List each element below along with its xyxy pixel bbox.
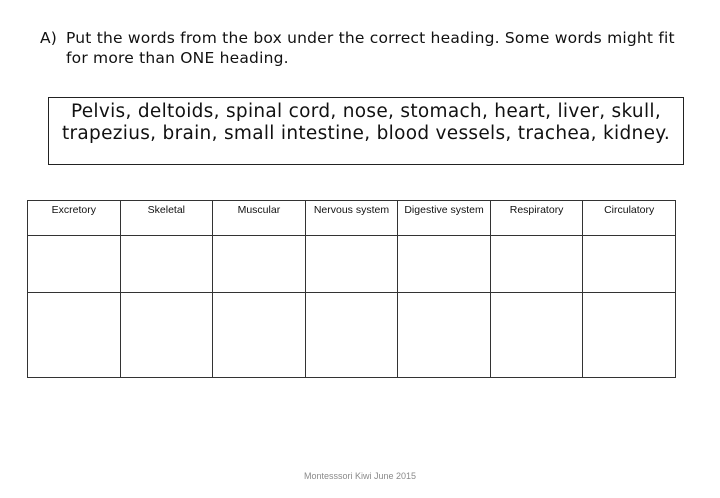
answer-cell[interactable] <box>213 293 306 378</box>
header-skeletal: Skeletal <box>120 201 213 236</box>
answer-cell[interactable] <box>490 236 583 293</box>
answer-cell[interactable] <box>398 293 491 378</box>
header-muscular: Muscular <box>213 201 306 236</box>
header-excretory: Excretory <box>28 201 121 236</box>
word-box: Pelvis, deltoids, spinal cord, nose, stomach, heart, liver, skull, trapezius, brain, small intestine, blood vessels, trachea, kidney. <box>48 97 684 165</box>
footer-credit: Montesssori Kiwi June 2015 <box>303 471 417 481</box>
header-nervous-system: Nervous system <box>305 201 398 236</box>
answer-cell[interactable] <box>583 293 676 378</box>
answer-cell[interactable] <box>583 236 676 293</box>
instruction-label: A) <box>40 29 58 47</box>
header-row <box>28 201 676 236</box>
instruction-text: Put the words from the box under the correct heading. Some words might fit for more than ONE heading. <box>66 29 675 67</box>
answer-cell[interactable] <box>398 236 491 293</box>
answer-cell[interactable] <box>305 236 398 293</box>
answer-row <box>28 293 676 378</box>
answer-cell[interactable] <box>305 293 398 378</box>
header-digestive-system: Digestive system <box>398 201 491 236</box>
answer-cell[interactable] <box>120 293 213 378</box>
header-respiratory: Respiratory <box>490 201 583 236</box>
answer-cell[interactable] <box>28 293 121 378</box>
answer-cell[interactable] <box>120 236 213 293</box>
answer-cell[interactable] <box>490 293 583 378</box>
header-circulatory: Circulatory <box>583 201 676 236</box>
answer-cell[interactable] <box>28 236 121 293</box>
answer-row <box>28 236 676 293</box>
instruction <box>40 28 690 68</box>
answer-cell[interactable] <box>213 236 306 293</box>
sorting-table <box>27 200 676 378</box>
